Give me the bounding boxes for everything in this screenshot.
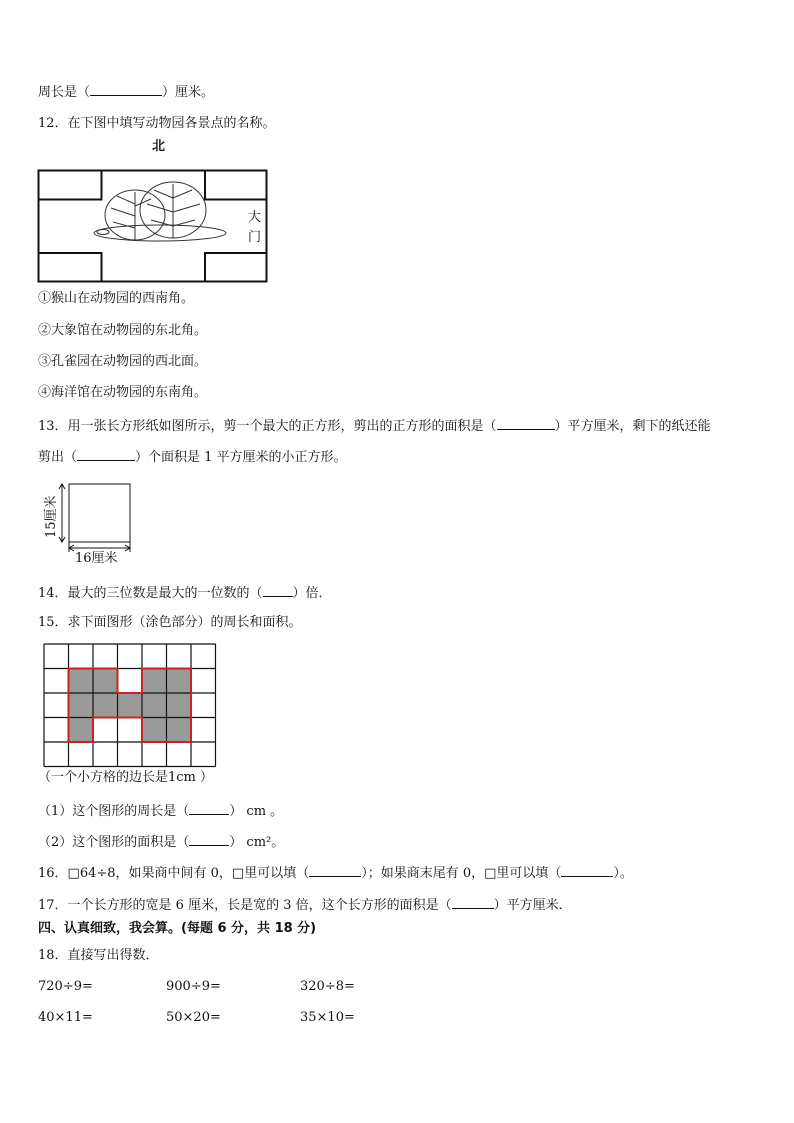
q12-item-2: ②大象馆在动物园的东北角。 xyxy=(38,323,208,338)
zoo-box-southeast xyxy=(205,253,267,282)
q13-line2 xyxy=(38,448,347,466)
section-4-title: 四、认真细致，我会算。(每题 6 分，共 18 分) xyxy=(38,921,317,936)
q15-area-blank[interactable] xyxy=(189,833,229,846)
width-label: 16厘米 xyxy=(75,551,118,566)
shaded-cell xyxy=(69,718,94,743)
q12-item-1: ①猴山在动物园的西南角。 xyxy=(38,291,195,306)
q14-suffix: ）倍． xyxy=(292,586,332,601)
q18-r1-c1: 720÷9= xyxy=(38,979,93,994)
q15-part1-text: （1）这个图形的周长是（ xyxy=(38,804,190,819)
q18-r2-c3: 35×10= xyxy=(300,1010,355,1025)
shaded-cell xyxy=(93,693,118,718)
q17-text-b: ）平方厘米． xyxy=(493,898,572,913)
q18-title: 18．直接写出得数． xyxy=(38,948,159,963)
q12-item-4: ④海洋馆在动物园的东南角。 xyxy=(38,385,208,400)
q13-blank-1[interactable] xyxy=(497,417,555,430)
shaded-cell xyxy=(167,693,192,718)
shaded-cell xyxy=(93,669,118,694)
q11-prefix: 周长是（ xyxy=(38,85,91,100)
q16-text-b: ）；如果商末尾有 0，□里可以填（ xyxy=(361,866,562,881)
q14-blank[interactable] xyxy=(263,584,293,597)
zoo-box-southwest xyxy=(39,253,102,282)
q17-line xyxy=(38,896,572,914)
q13-text-b: ）平方厘米，剩下的纸还能 xyxy=(554,419,711,434)
height-label: 15厘米 xyxy=(44,495,59,538)
q18-r1-c3: 320÷8= xyxy=(300,979,355,994)
q13-text-c: 剪出（ xyxy=(38,450,78,465)
q15-part2-text: （2）这个图形的面积是（ xyxy=(38,835,190,850)
q15-perimeter-blank[interactable] xyxy=(189,802,229,815)
zoo-box-northwest xyxy=(39,171,102,200)
paper-rectangle-figure xyxy=(40,480,140,570)
q16-line xyxy=(38,864,633,882)
q12-item-3: ③孔雀园在动物园的西北面。 xyxy=(38,354,208,369)
gate-label-1: 大 xyxy=(248,210,262,225)
shaded-cell xyxy=(69,693,94,718)
paper-rectangle xyxy=(69,484,130,542)
q18-r1-c2: 900÷9= xyxy=(166,979,221,994)
shaded-cell xyxy=(118,693,143,718)
zoo-map xyxy=(37,168,269,284)
shaded-cell xyxy=(142,669,167,694)
q14-prefix: 14．最大的三位数是最大的一位数的（ xyxy=(38,586,263,601)
q15-part1-unit: ） cm 。 xyxy=(229,804,284,819)
shaded-cell xyxy=(142,718,167,743)
shaded-cell xyxy=(69,669,94,694)
q13-text-a: 13．用一张长方形纸如图所示，剪一个最大的正方形，剪出的正方形的面积是（ xyxy=(38,419,497,434)
q15-note: （一个小方格的边长是1cm ） xyxy=(38,770,214,785)
q16-blank-1[interactable] xyxy=(309,864,361,877)
q16-text-a: 16．□64÷8，如果商中间有 0，□里可以填（ xyxy=(38,866,310,881)
q16-text-c: ）。 xyxy=(613,866,633,881)
q13-text-d: ）个面积是 1 平方厘米的小正方形。 xyxy=(135,450,347,465)
q17-blank[interactable] xyxy=(452,896,494,909)
q13-blank-2[interactable] xyxy=(77,448,135,461)
q15-part1 xyxy=(38,802,283,820)
q16-blank-2[interactable] xyxy=(561,864,613,877)
shaded-cell xyxy=(167,718,192,743)
q18-r2-c1: 40×11= xyxy=(38,1010,93,1025)
gate-label-2: 门 xyxy=(248,230,262,245)
q12-title: 12．在下图中填写动物园各景点的名称。 xyxy=(38,116,276,131)
q17-text-a: 17．一个长方形的宽是 6 厘米，长是宽的 3 倍，这个长方形的面积是（ xyxy=(38,898,452,913)
q15-title: 15．求下面图形（涂色部分）的周长和面积。 xyxy=(38,615,302,630)
north-label: 北 xyxy=(152,139,166,154)
q13-line1 xyxy=(38,417,711,435)
shaded-cell xyxy=(167,669,192,694)
grid-figure xyxy=(43,643,217,751)
q15-part2-unit: ） cm²。 xyxy=(229,835,285,850)
q15-part2 xyxy=(38,833,284,851)
q11-answer-blank[interactable] xyxy=(90,83,162,96)
q11-line xyxy=(38,83,214,101)
zoo-box-northeast xyxy=(205,171,267,200)
q11-suffix: ）厘米。 xyxy=(162,85,215,100)
q18-r2-c2: 50×20= xyxy=(166,1010,221,1025)
q14-line xyxy=(38,584,332,602)
shaded-cell xyxy=(142,693,167,718)
